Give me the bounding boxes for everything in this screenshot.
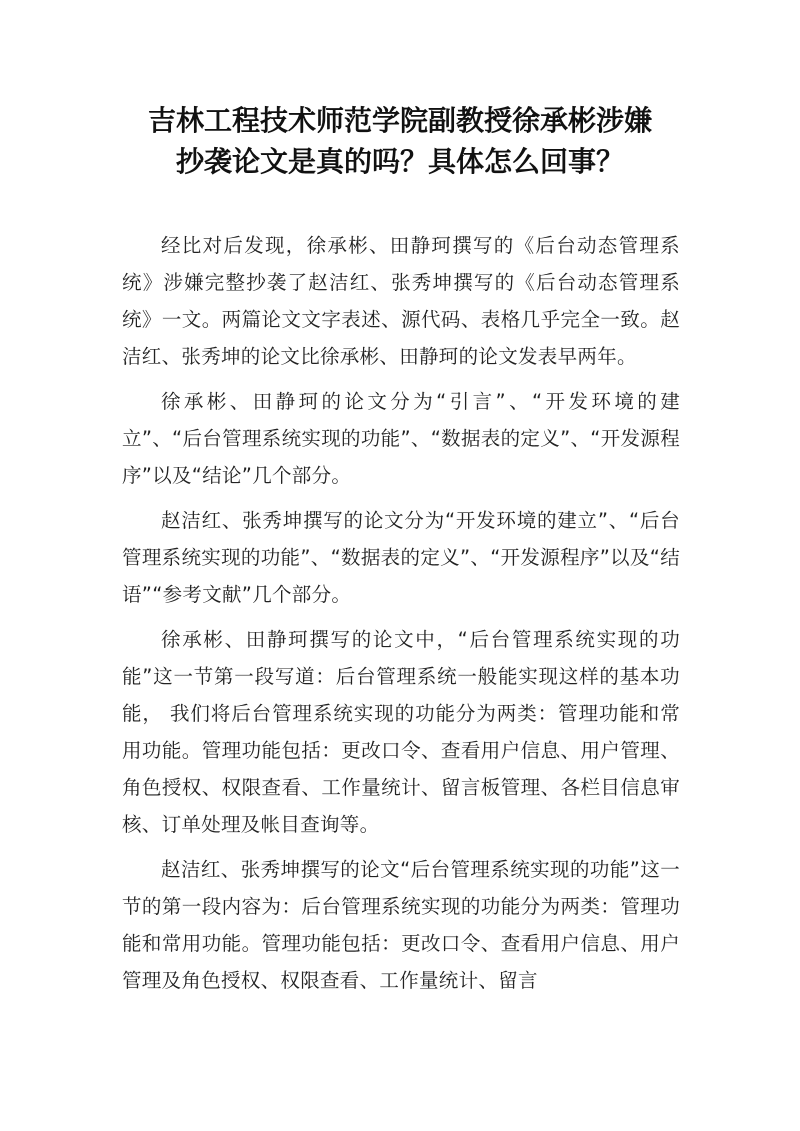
paragraph-3: 赵洁红、张秀坤撰写的论文分为“开发环境的建立”、“后台管理系统实现的功能”、“数据表的定义”、“开发源程序”以及“结语”“参考文献”几个部分。 (122, 509, 680, 606)
paragraph-5: 赵洁红、张秀坤撰写的论文“后台管理系统实现的功能”这一节的第一段内容为：后台管理系统实现的功能分为两类：管理功能和常用功能。管理功能包括：更改口令、查看用户信息、用户管理及角色授权、权限查看、工作量统计、留言 (122, 858, 680, 992)
paragraph-2: 徐承彬、田静珂的论文分为“引言”、“开发环境的建立”、“后台管理系统实现的功能”、“数据表的定义”、“开发源程序”以及“结论”几个部分。 (122, 390, 680, 487)
paragraph-4: 徐承彬、田静珂撰写的论文中，“后台管理系统实现的功能”这一节第一段写道：后台管理系统一般能实现这样的基本功能， 我们将后台管理系统实现的功能分为两类：管理功能和常用功能。管理功能包括：更改口令、查看用户信息、用户管理、角色授权、权限查看、工作量统计、留言板管理、各栏目信息审核、订单处理及帐目查询等。 (122, 628, 680, 836)
paragraph-1: 经比对后发现，徐承彬、田静珂撰写的《后台动态管理系统》涉嫌完整抄袭了赵洁红、张秀坤撰写的《后台动态管理系统》一文。两篇论文文字表述、源代码、表格几乎完全一致。赵洁红、张秀坤的论文比徐承彬、田静珂的论文发表早两年。 (122, 234, 680, 368)
document-body (122, 227, 680, 1007)
document-title-line-2: 抄袭论文是真的吗？具体怎么回事？ (175, 145, 624, 178)
document-title-line-1: 吉林工程技术师范学院副教授徐承彬涉嫌 (147, 104, 652, 137)
